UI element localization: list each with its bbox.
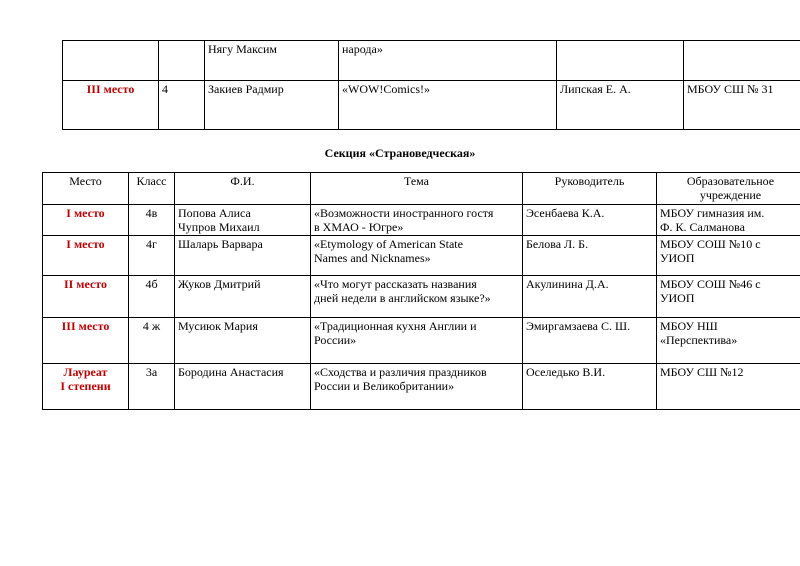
school-line-1: МБОУ СШ №12 [660, 365, 744, 379]
supervisor-cell: Оселедько В.И. [523, 364, 657, 410]
name-cell: Закиев Радмир [205, 81, 339, 130]
header-supervisor: Руководитель [523, 173, 657, 205]
topic-line-2: России» [314, 333, 357, 347]
table-row [43, 205, 800, 236]
table-row [63, 41, 800, 81]
header-topic: Тема [311, 173, 523, 205]
table-row [43, 364, 800, 410]
school-line-1: МБОУ СОШ №46 с [660, 277, 761, 291]
school-line-2: УИОП [660, 251, 695, 265]
place-line-1: II место [63, 277, 108, 291]
school-line-2: «Перспектива» [660, 333, 738, 347]
place-cell [63, 41, 159, 81]
place-line-1: Лауреат [63, 365, 108, 379]
name-cell [175, 364, 311, 410]
school-cell: МБОУ СШ № 31 [684, 81, 800, 130]
place-cell [43, 236, 129, 276]
school-cell [657, 205, 800, 236]
name-cell [175, 276, 311, 318]
table-row [43, 276, 800, 318]
grade-cell: 4 [159, 81, 205, 130]
topic-line-1: «Что могут рассказать названия [314, 277, 477, 291]
topic-line-2: России и Великобритании» [314, 379, 455, 393]
place-line-1: I место [66, 206, 105, 220]
header-school-line-2: учреждение [699, 188, 762, 202]
supervisor-cell: Акулинина Д.А. [523, 276, 657, 318]
school-cell [684, 41, 800, 81]
header-place: Место [43, 173, 129, 205]
school-cell [657, 276, 800, 318]
name-cell [175, 236, 311, 276]
table-row [63, 81, 800, 130]
grade-cell: 4б [129, 276, 175, 318]
name-cell: Нягу Максим [205, 41, 339, 81]
table-header-row [43, 173, 800, 205]
place-cell [43, 364, 129, 410]
grade-cell [159, 41, 205, 81]
topic-line-2: в ХМАО - Югре» [314, 220, 404, 234]
school-line-2: Ф. К. Салманова [660, 220, 746, 234]
supervisor-cell: Липская Е. А. [557, 81, 684, 130]
header-school [657, 173, 800, 205]
header-grade: Класс [129, 173, 175, 205]
topic-line-1: «Традиционная кухня Англии и [314, 319, 477, 333]
school-cell [657, 236, 800, 276]
name-line-2: Чупров Михаил [178, 220, 260, 234]
topic-line-2: Names and Nicknames» [314, 251, 431, 265]
name-cell [175, 205, 311, 236]
place-cell [43, 276, 129, 318]
place-line-1: I место [66, 237, 105, 251]
place-line-2: I степени [60, 379, 111, 393]
supervisor-cell: Эмиргамзаева С. Ш. [523, 318, 657, 364]
topic-line-1: «Etymology of American State [314, 237, 463, 251]
topic-cell [311, 276, 523, 318]
topic-cell [311, 236, 523, 276]
topic-line-2: дней недели в английском языке?» [314, 291, 491, 305]
name-line-1: Попова Алиса [178, 206, 251, 220]
topic-cell [311, 318, 523, 364]
place-line-1: III место [61, 319, 110, 333]
school-line-1: МБОУ гимназия им. [660, 206, 765, 220]
topic-cell: народа» [339, 41, 557, 81]
topic-cell [311, 364, 523, 410]
grade-cell: 4 ж [129, 318, 175, 364]
header-school-line-1: Образовательное [686, 174, 775, 188]
supervisor-cell: Эсенбаева К.А. [523, 205, 657, 236]
header-name: Ф.И. [175, 173, 311, 205]
section-results-table [42, 172, 800, 410]
top-results-table [62, 40, 800, 130]
topic-line-1: «Возможности иностранного гостя [314, 206, 494, 220]
section-title: Секция «Страноведческая» [324, 146, 476, 160]
table-row [43, 236, 800, 276]
place-cell [43, 318, 129, 364]
school-line-2: УИОП [660, 291, 695, 305]
topic-line-1: «Сходства и различия праздников [314, 365, 487, 379]
name-line-1: Жуков Дмитрий [178, 277, 261, 291]
table-row [43, 318, 800, 364]
name-line-1: Бородина Анастасия [178, 365, 284, 379]
grade-cell: 4в [129, 205, 175, 236]
name-cell [175, 318, 311, 364]
topic-cell [311, 205, 523, 236]
school-cell [657, 364, 800, 410]
school-cell [657, 318, 800, 364]
grade-cell: 4г [129, 236, 175, 276]
place-cell [43, 205, 129, 236]
school-line-1: МБОУ СОШ №10 с [660, 237, 761, 251]
name-line-1: Мусиюк Мария [178, 319, 258, 333]
topic-cell: «WOW!Comics!» [339, 81, 557, 130]
supervisor-cell: Белова Л. Б. [523, 236, 657, 276]
school-line-1: МБОУ НШ [660, 319, 718, 333]
name-line-1: Шаларь Варвара [178, 237, 263, 251]
supervisor-cell [557, 41, 684, 81]
place-cell: III место [63, 81, 159, 130]
grade-cell: 3а [129, 364, 175, 410]
